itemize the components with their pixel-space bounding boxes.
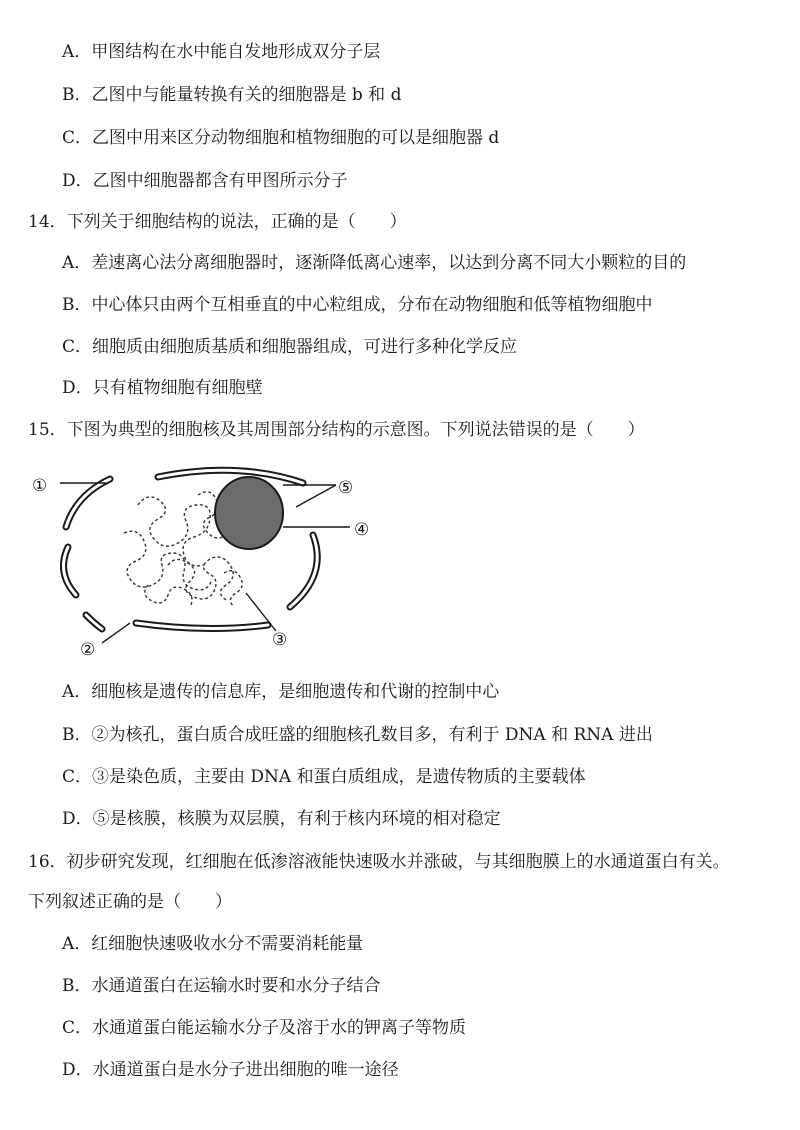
q14-option-a: A．差速离心法分离细胞器时，逐渐降低离心速率，以达到分离不同大小颗粒的目的 <box>62 253 687 273</box>
label-4: ④ <box>354 520 370 540</box>
q15-option-a: A．细胞核是遗传的信息库，是细胞遗传和代谢的控制中心 <box>62 682 500 702</box>
q16-option-a: A．红细胞快速吸收水分不需要消耗能量 <box>62 934 364 954</box>
label-2: ② <box>80 640 96 660</box>
leader-line-2 <box>102 623 130 643</box>
nucleus-diagram <box>28 455 428 660</box>
q14-stem: 14．下列关于细胞结构的说法，正确的是（ ） <box>28 212 407 232</box>
label-1: ① <box>32 476 48 496</box>
q13-option-c: C．乙图中用来区分动物细胞和植物细胞的可以是细胞器 d <box>62 128 500 148</box>
nucleolus <box>215 477 283 549</box>
q13-option-b: B．乙图中与能量转换有关的细胞器是 b 和 d <box>62 85 402 105</box>
q16-stem-line2: 下列叙述正确的是（ ） <box>28 892 232 912</box>
label-5: ⑤ <box>338 478 354 498</box>
nucleus-diagram-svg <box>28 455 428 660</box>
q13-option-a: A．甲图结构在水中能自发地形成双分子层 <box>62 42 381 62</box>
envelope-segment-left-top <box>66 479 110 527</box>
q16-option-c: C．水通道蛋白能运输水分子及溶于水的钾离子等物质 <box>62 1018 467 1038</box>
q15-option-c: C．③是染色质，主要由 DNA 和蛋白质组成，是遗传物质的主要载体 <box>62 767 586 787</box>
label-3: ③ <box>272 630 288 650</box>
q14-option-d: D．只有植物细胞有细胞壁 <box>62 378 263 398</box>
leader-line-5b <box>296 485 336 507</box>
q15-option-b: B．②为核孔，蛋白质合成旺盛的细胞核孔数目多，有利于 DNA 和 RNA 进出 <box>62 725 653 745</box>
envelope-segment-right <box>290 535 317 607</box>
q16-stem-line1: 16．初步研究发现，红细胞在低渗溶液能快速吸水并涨破，与其细胞膜上的水通道蛋白有关。 <box>28 852 730 872</box>
q14-option-b: B．中心体只由两个互相垂直的中心粒组成，分布在动物细胞和低等植物细胞中 <box>62 295 653 315</box>
q14-option-c: C．细胞质由细胞质基质和细胞器组成，可进行多种化学反应 <box>62 337 518 357</box>
q15-option-d: D．⑤是核膜，核膜为双层膜，有利于核内环境的相对稳定 <box>62 809 501 829</box>
q16-option-b: B．水通道蛋白在运输水时要和水分子结合 <box>62 976 381 996</box>
q13-option-d: D．乙图中细胞器都含有甲图所示分子 <box>62 171 348 191</box>
q15-stem: 15．下图为典型的细胞核及其周围部分结构的示意图。下列说法错误的是（ ） <box>28 420 645 440</box>
q16-option-d: D．水通道蛋白是水分子进出细胞的唯一途径 <box>62 1060 399 1080</box>
